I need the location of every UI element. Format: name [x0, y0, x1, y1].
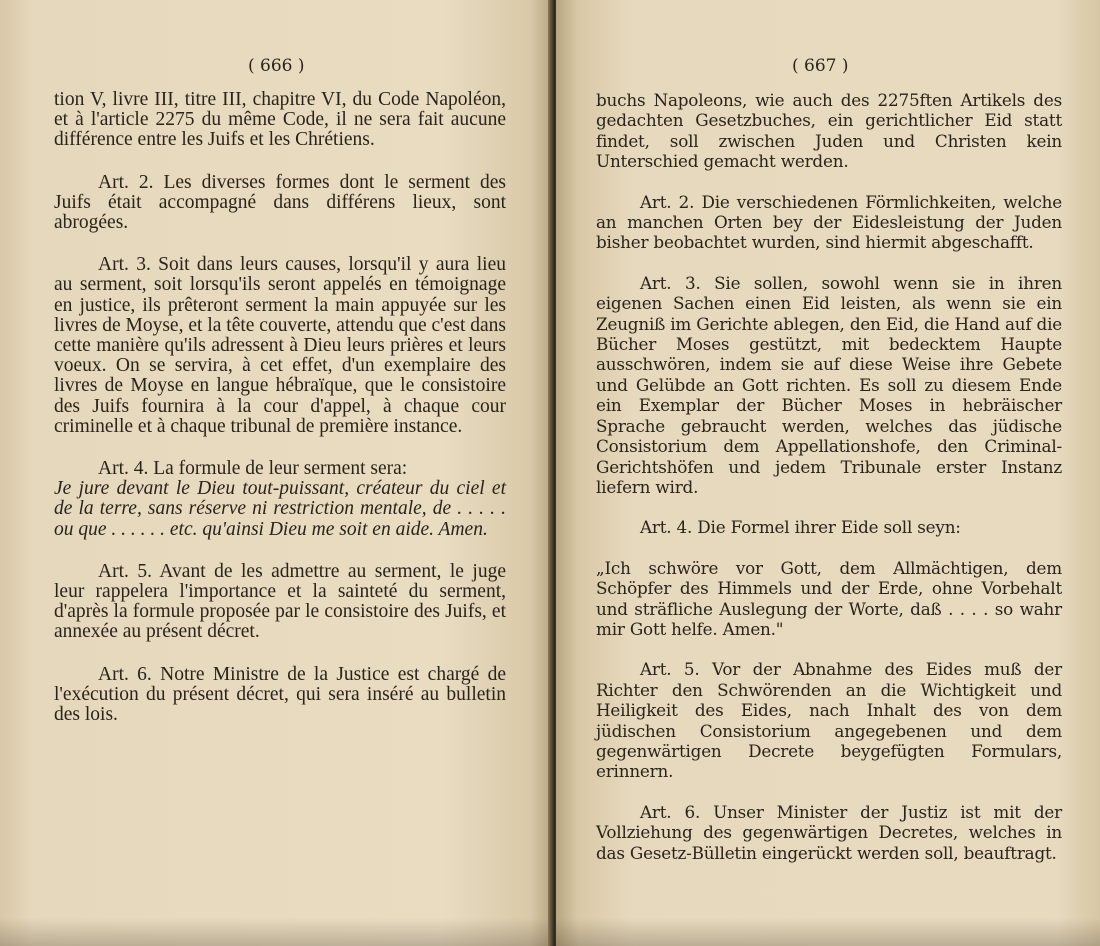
- left-page-text: [54, 90, 506, 725]
- paragraph-art-6: Art. 6. Notre Ministre de la Justice est chargé de l'exécution du présent décret, qui sera inséré au bulletin des lois.: [54, 663, 506, 726]
- paragraph-art-5: Art. 5. Vor der Abnahme des Eides muß der Richter den Schwörenden an die Wichtigkeit und Heiligkeit des Eides, nach Inhalt des von dem jüdischen Consistorium angegebenen und dem gegenwärtigen Decrete beygefügten Formulars, erinnern.: [596, 659, 1062, 782]
- page-number: ( 667 ): [792, 56, 849, 76]
- paragraph-art-4: Art. 4. Die Formel ihrer Eide soll seyn:: [640, 517, 961, 538]
- paragraph-art-2: Art. 2. Les diverses formes dont le serment des Juifs était accompagné dans différens lieux, sont abrogées.: [54, 171, 506, 234]
- oath-formula: „Ich schwöre vor Gott, dem Allmächtigen, dem Schöpfer des Himmels und der Erde, ohne Vorbehalt und sträfliche Auslegung der Worte, daß . . . . so wahr mir Gott helfe. Amen.": [596, 557, 1062, 639]
- paragraph-art-2: Art. 2. Die verschiedenen Förmlichkeiten, welche an manchen Orten bey der Eidesleistung der Juden bisher beobachtet wurden, sind hiermit abgeschafft.: [596, 191, 1062, 253]
- paragraph-art-3: Art. 3. Soit dans leurs causes, lorsqu'il y aura lieu au serment, soit lorsqu'ils seront appelés en témoignage en justice, ils prêteront serment la main appuyée sur les livres de Moyse, et la tête couverte, attendu que c'est dans cette manière qu'ils adressent à Dieu leurs prières et leurs voeux. On se servira, à cet effet, d'un exemplaire des livres de Moyse en langue hébraïque, que le consistoire des Juifs fournira à la cour d'appel, à chaque cour criminelle et à chaque tribunal de première instance.: [54, 254, 506, 437]
- paragraph-art-5: Art. 5. Avant de les admettre au serment, le juge leur rappelera l'importance et la sainteté du serment, d'après la formule proposée par le consistoire des Juifs, et annexée au présent décret.: [54, 560, 506, 643]
- paragraph-continuation: tion V, livre III, titre III, chapitre VI, du Code Napoléon, et à l'article 2275 du même Code, il ne sera fait aucune différence entre les Juifs et les Chrétiens.: [54, 89, 506, 151]
- paragraph-continuation: buchs Napoleons, wie auch des 2275ften Artikels des gedachten Gesetzbuches, ein gerichtlicher Eid statt findet, soll zwischen Juden und Christen kein Unterschied gemacht werden.: [596, 90, 1062, 172]
- page-edge-shadow: [556, 918, 1100, 946]
- paragraph-art-3: Art. 3. Sie sollen, sowohl wenn sie in ihren eigenen Sachen einen Eid leisten, als wenn sie ein Zeugniß im Gerichte ablegen, den Eid, die Hand auf die Bücher Moses gestützt, mit bedecktem Haupte ausschwören, indem sie auf diese Weise ihre Gebete und Gelübde an Gott richten. Es soll zu diesem Ende ein Exemplar der Bücher Moses in hebräischer Sprache gebraucht werden, welches das jüdische Consistorium dem Appellationshofe, den Criminal-Gerichtshöfen und jedem Tribunale erster Instanz liefern wird.: [596, 272, 1062, 497]
- oath-formula: Je jure devant le Dieu tout-puissant, créateur du ciel et de la terre, sans réserve ni restriction mentale, de . . . . . ou que . . . . . . etc. qu'ainsi Dieu me soit en aide. Amen.: [54, 478, 506, 540]
- page-edge-shadow: [0, 918, 552, 946]
- paragraph-art-6: Art. 6. Unser Minister der Justiz ist mit der Vollziehung des gegenwärtigen Decretes, welches in das Gesetz-Bülletin eingerückt werden soll, beauftragt.: [596, 801, 1062, 863]
- right-page-text: [596, 90, 1062, 863]
- page-number: ( 666 ): [248, 56, 305, 76]
- right-page: [556, 0, 1100, 946]
- paragraph-art-4: Art. 4. La formule de leur serment sera:: [98, 458, 408, 480]
